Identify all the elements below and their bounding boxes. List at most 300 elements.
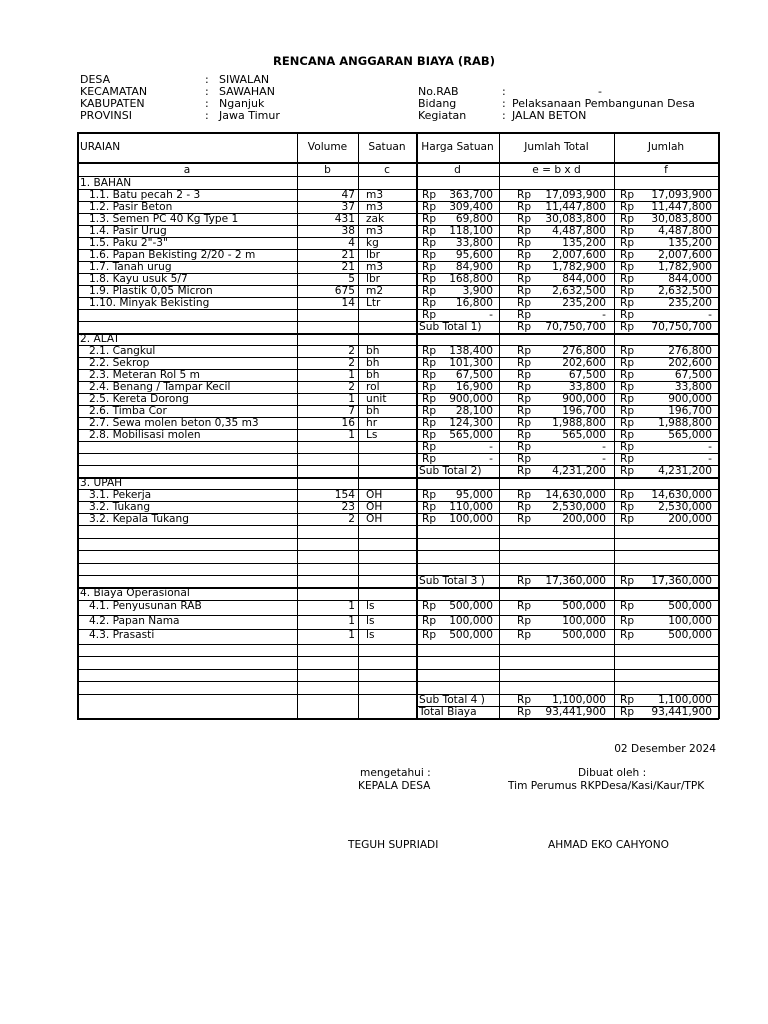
subtotal-amount: 17,360,000: [651, 575, 712, 587]
line-item-unit-price: -: [489, 309, 493, 321]
currency-label: Rp: [517, 237, 532, 249]
line-item-volume: 431: [334, 213, 355, 225]
table-rule: [77, 132, 79, 719]
line-item-total: 276,800: [562, 345, 606, 357]
line-item-total: -: [602, 453, 606, 465]
currency-label: Rp: [517, 405, 532, 417]
line-item-unit: m3: [366, 201, 384, 213]
line-item-description: 2.6. Timba Cor: [89, 405, 167, 417]
line-item-description: 4.2. Papan Nama: [89, 614, 180, 627]
line-item-volume: 2: [348, 345, 355, 357]
currency-label: Rp: [422, 489, 437, 501]
currency-label: Rp: [422, 513, 437, 525]
line-item-amount: 235,200: [668, 297, 712, 309]
line-item-unit: unit: [366, 393, 387, 405]
currency-label: Rp: [620, 381, 635, 393]
line-item-unit: OH: [366, 489, 383, 501]
header-right-label: No.RAB: [418, 85, 459, 98]
line-item-total: 200,000: [562, 513, 606, 525]
currency-label: Rp: [517, 357, 532, 369]
line-item-total: 33,800: [568, 381, 606, 393]
header-left-sep: :: [205, 85, 209, 98]
line-item-unit-price: 69,800: [455, 213, 493, 225]
subtotal-label: Sub Total 3 ): [419, 575, 485, 587]
currency-label: Rp: [517, 614, 532, 627]
line-item-unit: Ls: [366, 429, 378, 441]
subtotal-total: 93,441,900: [545, 705, 606, 718]
line-item-description: 3.2. Tukang: [89, 501, 151, 513]
currency-label: Rp: [517, 453, 532, 465]
table-rule: [77, 563, 719, 564]
line-item-unit-price: 16,900: [455, 381, 493, 393]
line-item-amount: 100,000: [668, 614, 712, 627]
document-title: RENCANA ANGGARAN BIAYA (RAB): [273, 54, 495, 68]
line-item-unit-price: 110,000: [449, 501, 493, 513]
line-item-volume: 4: [348, 237, 355, 249]
line-item-description: 1.9. Plastik 0,05 Micron: [89, 285, 213, 297]
line-item-unit: m3: [366, 189, 384, 201]
line-item-unit: m2: [366, 285, 384, 297]
header-right-sep: :: [502, 109, 506, 122]
line-item-unit-price: 363,700: [449, 189, 493, 201]
currency-label: Rp: [620, 501, 635, 513]
line-item-unit: m3: [366, 225, 384, 237]
line-item-unit: kg: [366, 237, 379, 249]
document-date: 02 Desember 2024: [614, 743, 716, 755]
line-item-volume: 5: [348, 273, 355, 285]
header-right-label: Bidang: [418, 97, 457, 110]
line-item-unit-price: 28,100: [455, 405, 493, 417]
currency-label: Rp: [517, 513, 532, 525]
line-item-description: 1.5. Paku 2"-3": [89, 237, 168, 249]
header-right-value: Pelaksanaan Pembangunan Desa: [512, 97, 695, 110]
line-item-amount: 17,093,900: [651, 189, 712, 201]
subtotal-amount: 93,441,900: [651, 705, 712, 718]
currency-label: Rp: [620, 453, 635, 465]
currency-label: Rp: [517, 297, 532, 309]
line-item-description: 1.7. Tanah urug: [89, 261, 172, 273]
line-item-unit: bh: [366, 369, 380, 381]
line-item-volume: 1: [348, 429, 355, 441]
currency-label: Rp: [620, 417, 635, 429]
line-item-total: 11,447,800: [545, 201, 606, 213]
currency-label: Rp: [620, 441, 635, 453]
line-item-volume: 154: [334, 489, 355, 501]
currency-label: Rp: [517, 309, 532, 321]
line-item-volume: 37: [341, 201, 355, 213]
line-item-total: 500,000: [562, 629, 606, 641]
line-item-unit: OH: [366, 501, 383, 513]
line-item-description: 4.1. Penyusunan RAB: [89, 600, 202, 612]
line-item-description: 1.3. Semen PC 40 Kg Type 1: [89, 213, 239, 225]
currency-label: Rp: [517, 441, 532, 453]
line-item-unit: Ltr: [366, 297, 381, 309]
currency-label: Rp: [422, 345, 437, 357]
line-item-volume: 2: [348, 513, 355, 525]
currency-label: Rp: [422, 381, 437, 393]
line-item-volume: 675: [334, 285, 355, 297]
approval-label: mengetahui :: [360, 767, 431, 779]
line-item-unit: hr: [366, 417, 378, 429]
line-item-description: 1.2. Pasir Beton: [89, 201, 173, 213]
line-item-description: 2.8. Mobilisasi molen: [89, 429, 201, 441]
line-item-total: 30,083,800: [545, 213, 606, 225]
header-left-value: SIWALAN: [219, 73, 270, 86]
line-item-amount: 196,700: [668, 405, 712, 417]
currency-label: Rp: [517, 225, 532, 237]
currency-label: Rp: [422, 429, 437, 441]
line-item-description: 3.1. Pekerja: [89, 489, 152, 501]
line-item-unit-price: 101,300: [449, 357, 493, 369]
line-item-unit-price: 168,800: [449, 273, 493, 285]
line-item-total: 900,000: [562, 393, 606, 405]
line-item-total: 235,200: [562, 297, 606, 309]
currency-label: Rp: [620, 405, 635, 417]
line-item-unit-price: 16,800: [455, 297, 493, 309]
currency-label: Rp: [517, 369, 532, 381]
line-item-amount: 2,007,600: [658, 249, 712, 261]
currency-label: Rp: [422, 614, 437, 627]
line-item-description: 1.1. Batu pecah 2 - 3: [89, 189, 201, 201]
col-code: b: [324, 164, 331, 176]
currency-label: Rp: [620, 261, 635, 273]
currency-label: Rp: [517, 321, 532, 333]
col-header-satuan: Satuan: [368, 141, 406, 153]
line-item-volume: 21: [341, 261, 355, 273]
line-item-volume: 47: [341, 189, 355, 201]
currency-label: Rp: [422, 201, 437, 213]
line-item-total: 2,632,500: [552, 285, 606, 297]
line-item-amount: -: [708, 441, 712, 453]
currency-label: Rp: [422, 249, 437, 261]
currency-label: Rp: [517, 629, 532, 641]
line-item-description: 2.2. Sekrop: [89, 357, 150, 369]
line-item-total: 17,093,900: [545, 189, 606, 201]
currency-label: Rp: [620, 345, 635, 357]
approver-role: KEPALA DESA: [358, 780, 431, 792]
line-item-total: 100,000: [562, 614, 606, 627]
currency-label: Rp: [620, 189, 635, 201]
line-item-volume: 7: [348, 405, 355, 417]
line-item-unit: ls: [366, 614, 375, 627]
line-item-amount: 135,200: [668, 237, 712, 249]
line-item-unit-price: 500,000: [449, 600, 493, 612]
currency-label: Rp: [620, 693, 635, 706]
currency-label: Rp: [422, 237, 437, 249]
subtotal-total: 17,360,000: [545, 575, 606, 587]
currency-label: Rp: [517, 575, 532, 587]
line-item-description: 3.2. Kepala Tukang: [89, 513, 189, 525]
line-item-unit: OH: [366, 513, 383, 525]
currency-label: Rp: [517, 417, 532, 429]
table-rule: [77, 669, 719, 670]
currency-label: Rp: [517, 393, 532, 405]
line-item-unit-price: 33,800: [455, 237, 493, 249]
currency-label: Rp: [517, 465, 532, 477]
line-item-volume: 16: [341, 417, 355, 429]
preparer-label: Dibuat oleh :: [578, 767, 647, 779]
currency-label: Rp: [422, 225, 437, 237]
preparer-name: AHMAD EKO CAHYONO: [548, 839, 669, 851]
currency-label: Rp: [422, 453, 437, 465]
line-item-volume: 1: [348, 393, 355, 405]
line-item-unit: m3: [366, 261, 384, 273]
preparer-role: Tim Perumus RKPDesa/Kasi/Kaur/TPK: [508, 780, 705, 792]
currency-label: Rp: [422, 273, 437, 285]
col-code: c: [384, 164, 390, 176]
line-item-volume: 1: [348, 614, 355, 627]
line-item-unit-price: 67,500: [455, 369, 493, 381]
line-item-unit-price: -: [489, 453, 493, 465]
line-item-description: 1.8. Kayu usuk 5/7: [89, 273, 188, 285]
subtotal-amount: 70,750,700: [651, 321, 712, 333]
currency-label: Rp: [620, 357, 635, 369]
line-item-unit-price: 100,000: [449, 614, 493, 627]
line-item-total: 4,487,800: [552, 225, 606, 237]
currency-label: Rp: [517, 273, 532, 285]
col-code: e = b x d: [532, 164, 581, 176]
line-item-volume: 38: [341, 225, 355, 237]
line-item-amount: 11,447,800: [651, 201, 712, 213]
col-code: f: [664, 164, 668, 176]
subtotal-total: 1,100,000: [552, 693, 606, 706]
line-item-amount: 500,000: [668, 600, 712, 612]
line-item-description: 1.6. Papan Bekisting 2/20 - 2 m: [89, 249, 256, 261]
table-rule: [77, 681, 719, 682]
table-rule: [358, 132, 359, 719]
currency-label: Rp: [517, 381, 532, 393]
section-heading: 1. BAHAN: [80, 177, 132, 189]
line-item-amount: -: [708, 309, 712, 321]
line-item-unit-price: 95,600: [455, 249, 493, 261]
col-code: d: [454, 164, 461, 176]
section-heading: 3. UPAH: [80, 477, 123, 489]
currency-label: Rp: [422, 600, 437, 612]
currency-label: Rp: [620, 393, 635, 405]
currency-label: Rp: [620, 297, 635, 309]
currency-label: Rp: [517, 705, 532, 718]
header-right-label: Kegiatan: [418, 109, 467, 122]
line-item-unit: bh: [366, 345, 380, 357]
currency-label: Rp: [422, 309, 437, 321]
currency-label: Rp: [517, 213, 532, 225]
line-item-total: 196,700: [562, 405, 606, 417]
table-rule: [77, 550, 719, 551]
currency-label: Rp: [620, 614, 635, 627]
line-item-volume: 23: [341, 501, 355, 513]
line-item-volume: 21: [341, 249, 355, 261]
line-item-volume: 2: [348, 381, 355, 393]
line-item-amount: 67,500: [674, 369, 712, 381]
line-item-total: 67,500: [568, 369, 606, 381]
line-item-description: 1.10. Minyak Bekisting: [89, 297, 210, 309]
header-right-value: JALAN BETON: [512, 109, 587, 122]
line-item-amount: 30,083,800: [651, 213, 712, 225]
col-header-jumlah-total: Jumlah Total: [524, 141, 589, 153]
line-item-volume: 1: [348, 369, 355, 381]
line-item-unit-price: 95,000: [455, 489, 493, 501]
line-item-amount: 900,000: [668, 393, 712, 405]
line-item-volume: 14: [341, 297, 355, 309]
col-header-jumlah: Jumlah: [647, 141, 685, 153]
currency-label: Rp: [422, 213, 437, 225]
currency-label: Rp: [422, 189, 437, 201]
currency-label: Rp: [422, 441, 437, 453]
col-header-volume: Volume: [307, 141, 348, 153]
currency-label: Rp: [620, 600, 635, 612]
line-item-description: 4.3. Prasasti: [89, 629, 155, 641]
table-rule: [77, 525, 719, 526]
subtotal-total: 4,231,200: [552, 465, 606, 477]
line-item-total: 14,630,000: [545, 489, 606, 501]
currency-label: Rp: [620, 465, 635, 477]
subtotal-amount: 4,231,200: [658, 465, 712, 477]
table-rule: [718, 132, 720, 719]
currency-label: Rp: [620, 309, 635, 321]
line-item-amount: 500,000: [668, 629, 712, 641]
line-item-volume: 1: [348, 600, 355, 612]
line-item-unit-price: 138,400: [449, 345, 493, 357]
line-item-total: 202,600: [562, 357, 606, 369]
header-left-sep: :: [205, 73, 209, 86]
currency-label: Rp: [517, 249, 532, 261]
header-left-value: Jawa Timur: [219, 109, 280, 122]
line-item-unit-price: 900,000: [449, 393, 493, 405]
line-item-total: 2,007,600: [552, 249, 606, 261]
currency-label: Rp: [422, 297, 437, 309]
currency-label: Rp: [620, 237, 635, 249]
line-item-amount: 2,530,000: [658, 501, 712, 513]
currency-label: Rp: [517, 501, 532, 513]
table-rule: [77, 538, 719, 539]
line-item-description: 1.4. Pasir Urug: [89, 225, 167, 237]
subtotal-amount: 1,100,000: [658, 693, 712, 706]
currency-label: Rp: [422, 405, 437, 417]
line-item-amount: 33,800: [674, 381, 712, 393]
currency-label: Rp: [620, 273, 635, 285]
currency-label: Rp: [620, 575, 635, 587]
col-header-uraian: URAIAN: [80, 141, 121, 153]
line-item-total: 1,988,800: [552, 417, 606, 429]
line-item-volume: 1: [348, 629, 355, 641]
line-item-unit-price: -: [489, 441, 493, 453]
table-rule: [499, 132, 500, 719]
line-item-amount: 565,000: [668, 429, 712, 441]
currency-label: Rp: [620, 285, 635, 297]
currency-label: Rp: [422, 357, 437, 369]
line-item-amount: -: [708, 453, 712, 465]
header-right-value: -: [598, 85, 602, 98]
line-item-amount: 844,000: [668, 273, 712, 285]
line-item-unit: lbr: [366, 273, 381, 285]
line-item-amount: 4,487,800: [658, 225, 712, 237]
header-left-sep: :: [205, 97, 209, 110]
currency-label: Rp: [620, 705, 635, 718]
line-item-unit: lbr: [366, 249, 381, 261]
line-item-amount: 1,782,900: [658, 261, 712, 273]
subtotal-label: Sub Total 2): [419, 465, 482, 477]
currency-label: Rp: [620, 489, 635, 501]
line-item-amount: 200,000: [668, 513, 712, 525]
line-item-unit-price: 500,000: [449, 629, 493, 641]
header-left-label: KABUPATEN: [80, 97, 145, 110]
currency-label: Rp: [517, 189, 532, 201]
col-code: a: [183, 164, 191, 176]
line-item-description: 2.1. Cangkul: [89, 345, 156, 357]
line-item-unit: ls: [366, 629, 375, 641]
currency-label: Rp: [620, 321, 635, 333]
line-item-total: 135,200: [562, 237, 606, 249]
header-left-sep: :: [205, 109, 209, 122]
line-item-volume: 2: [348, 357, 355, 369]
currency-label: Rp: [422, 417, 437, 429]
currency-label: Rp: [517, 693, 532, 706]
currency-label: Rp: [517, 429, 532, 441]
line-item-total: 565,000: [562, 429, 606, 441]
subtotal-total: 70,750,700: [545, 321, 606, 333]
currency-label: Rp: [517, 600, 532, 612]
subtotal-label: Sub Total 4 ): [419, 693, 485, 706]
currency-label: Rp: [620, 249, 635, 261]
line-item-amount: 2,632,500: [658, 285, 712, 297]
line-item-unit-price: 100,000: [449, 513, 493, 525]
line-item-description: 2.3. Meteran Rol 5 m: [89, 369, 200, 381]
currency-label: Rp: [620, 369, 635, 381]
header-right-sep: :: [502, 85, 506, 98]
line-item-amount: 1,988,800: [658, 417, 712, 429]
header-left-label: PROVINSI: [80, 109, 132, 122]
line-item-total: 1,782,900: [552, 261, 606, 273]
col-header-harga: Harga Satuan: [421, 141, 494, 153]
subtotal-label: Total Biaya: [419, 705, 477, 718]
table-rule: [614, 132, 615, 719]
header-right-sep: :: [502, 97, 506, 110]
line-item-amount: 276,800: [668, 345, 712, 357]
line-item-total: 844,000: [562, 273, 606, 285]
header-left-value: Nganjuk: [219, 97, 265, 110]
currency-label: Rp: [620, 629, 635, 641]
section-heading: 2. ALAT: [80, 333, 120, 345]
currency-label: Rp: [422, 629, 437, 641]
line-item-total: -: [602, 441, 606, 453]
currency-label: Rp: [620, 225, 635, 237]
currency-label: Rp: [620, 513, 635, 525]
currency-label: Rp: [517, 201, 532, 213]
line-item-total: 500,000: [562, 600, 606, 612]
line-item-unit: bh: [366, 357, 380, 369]
line-item-unit: zak: [366, 213, 385, 225]
currency-label: Rp: [620, 213, 635, 225]
header-left-label: DESA: [80, 73, 111, 86]
currency-label: Rp: [517, 285, 532, 297]
line-item-unit-price: 565,000: [449, 429, 493, 441]
table-rule: [297, 132, 298, 719]
line-item-description: 2.4. Benang / Tampar Kecil: [89, 381, 231, 393]
line-item-total: -: [602, 309, 606, 321]
line-item-unit: rol: [366, 381, 380, 393]
currency-label: Rp: [620, 429, 635, 441]
currency-label: Rp: [517, 345, 532, 357]
header-left-label: KECAMATAN: [80, 85, 148, 98]
currency-label: Rp: [422, 369, 437, 381]
header-left-value: SAWAHAN: [219, 85, 275, 98]
line-item-unit: bh: [366, 405, 380, 417]
line-item-unit: ls: [366, 600, 375, 612]
line-item-unit-price: 84,900: [455, 261, 493, 273]
subtotal-label: Sub Total 1): [419, 321, 482, 333]
table-rule: [416, 132, 418, 719]
table-rule: [77, 644, 719, 645]
